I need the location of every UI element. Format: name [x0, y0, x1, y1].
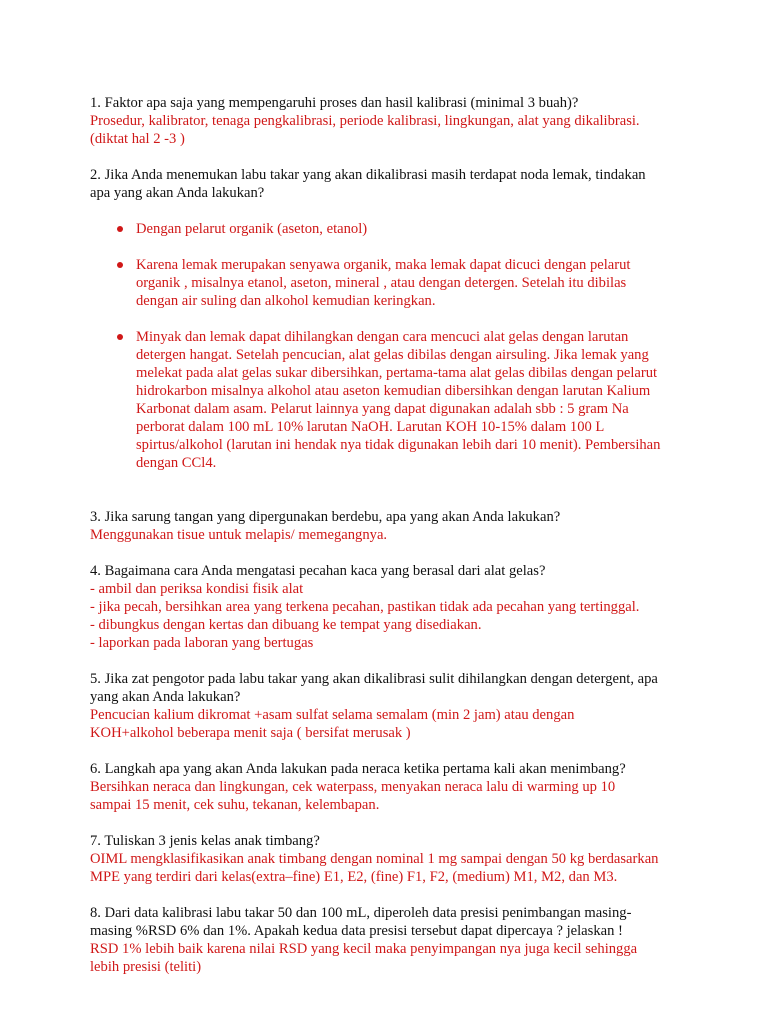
- question-block-6: [90, 760, 690, 814]
- answer-text: Prosedur, kalibrator, tenaga pengkalibrasi, periode kalibrasi, lingkungan, alat yang dikalibrasi. (diktat hal 2 -3 ): [90, 113, 640, 147]
- question-text: 8. Dari data kalibrasi labu takar 50 dan 100 mL, diperoleh data presisi penimbangan masing- masing %RSD 6% dan 1%. Apakah kedua data presisi tersebut dapat dipercaya ? jelaskan !: [90, 905, 632, 939]
- question-block-3: [90, 508, 690, 544]
- answer-bullet: Dengan pelarut organik (aseton, etanol): [90, 220, 690, 238]
- question-text: 5. Jika zat pengotor pada labu takar yang akan dikalibrasi sulit dihilangkan dengan detergent, apa yang akan Anda lakukan?: [90, 671, 658, 705]
- answer-text: Menggunakan tisue untuk melapis/ memegangnya.: [90, 527, 388, 543]
- answer-text: OIML mengklasifikasikan anak timbang dengan nominal 1 mg sampai dengan 50 kg berdasarkan MPE yang terdiri dari kelas(extra–fine) E1, E2, (fine) F1, F2, (medium) M1, M2, dan M3.: [90, 851, 659, 885]
- question-text: 1. Faktor apa saja yang mempengaruhi proses dan hasil kalibrasi (minimal 3 buah)?: [90, 95, 579, 111]
- answer-text: RSD 1% lebih baik karena nilai RSD yang kecil maka penyimpangan nya juga kecil sehingga lebih presisi (teliti): [90, 941, 638, 975]
- question-text: 6. Langkah apa yang akan Anda lakukan pada neraca ketika pertama kali akan menimbang?: [90, 761, 626, 777]
- question-text: 7. Tuliskan 3 jenis kelas anak timbang?: [90, 833, 320, 849]
- answer-text: Pencucian kalium dikromat +asam sulfat selama semalam (min 2 jam) atau dengan KOH+alkohol beberapa menit saja ( bersifat merusak ): [90, 707, 575, 741]
- question-block-7: [90, 832, 690, 886]
- question-text: 2. Jika Anda menemukan labu takar yang akan dikalibrasi masih terdapat noda lemak, tindakan apa yang akan Anda lakukan?: [90, 167, 646, 201]
- question-block-5: [90, 670, 690, 742]
- answer-bullet: Minyak dan lemak dapat dihilangkan dengan cara mencuci alat gelas dengan larutan detergen hangat. Setelah pencucian, alat gelas dibilas dengan airsuling. Jika lemak yang melekat pada alat gelas sukar dibersihkan, pertama-tama alat gelas dibilas dengan pelarut hidrokarbon misalnya alkohol atau aseton kemudian dibersihkan dengan larutan Kalium Karbonat dalam asam. Pelarut lainnya yang dapat digunakan adalah sbb : 5 gram Na perborat dalam 100 mL 10% larutan NaOH. Larutan KOH 10-15% dalam 100 L spirtus/alkohol (larutan ini hendak nya tidak digunakan lebih dari 10 menit). Pembersihan dengan CCl4.: [90, 328, 690, 472]
- question-block-1: [90, 94, 690, 148]
- question-text: 3. Jika sarung tangan yang dipergunakan berdebu, apa yang akan Anda lakukan?: [90, 509, 561, 525]
- answer-text: - ambil dan periksa kondisi fisik alat - jika pecah, bersihkan area yang terkena pecahan, pastikan tidak ada pecahan yang tertinggal. - dibungkus dengan kertas dan dibuang ke tempat yang disediakan. - laporkan pada laboran yang bertugas: [90, 581, 640, 651]
- question-text: 4. Bagaimana cara Anda mengatasi pecahan kaca yang berasal dari alat gelas?: [90, 563, 546, 579]
- answer-text: Bersihkan neraca dan lingkungan, cek waterpass, menyakan neraca lalu di warming up 10 sampai 15 menit, cek suhu, tekanan, kelembapan.: [90, 779, 616, 813]
- qa-document: [90, 94, 690, 994]
- answer-bullet: Karena lemak merupakan senyawa organik, maka lemak dapat dicuci dengan pelarut organik , misalnya etanol, aseton, mineral , atau dengan detergen. Setelah itu dibilas dengan air suling dan alkohol kemudian keringkan.: [90, 256, 690, 310]
- answer-bullet-list: [90, 202, 690, 490]
- question-block-8: [90, 904, 690, 976]
- question-block-4: [90, 562, 690, 652]
- question-block-2: [90, 166, 690, 490]
